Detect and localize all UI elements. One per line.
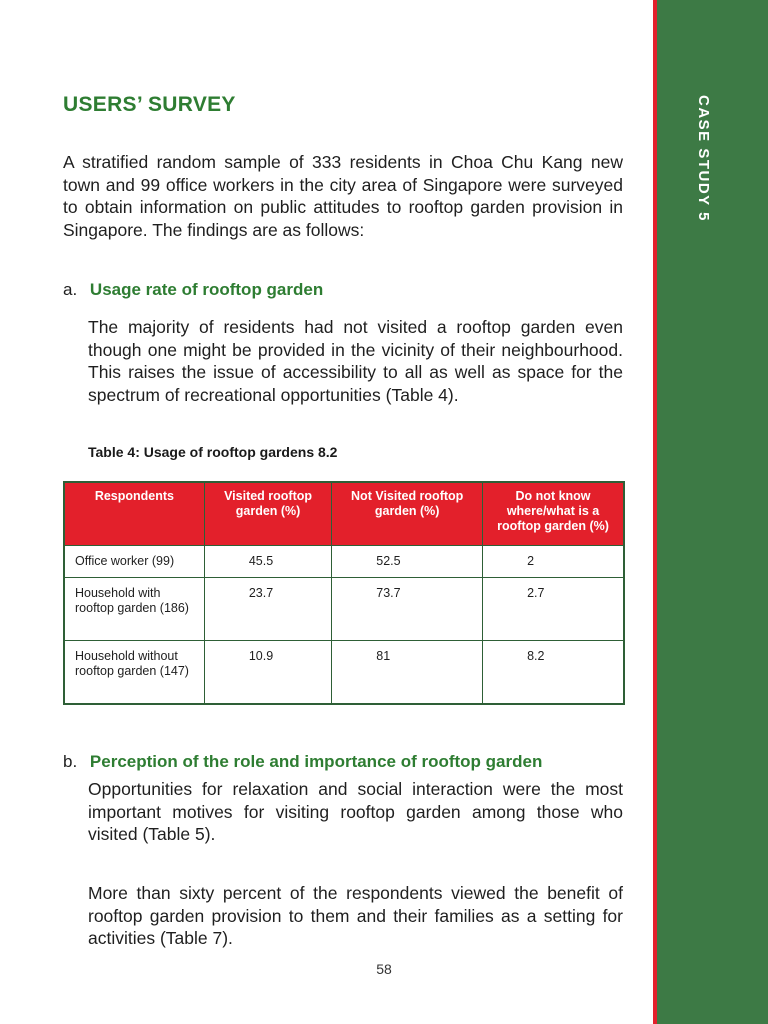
usage-table: [63, 481, 625, 705]
header-not-visited: Not Visited rooftop garden (%): [332, 482, 483, 546]
case-study-label: CASE STUDY 5: [695, 95, 712, 222]
header-respondents: Respondents: [64, 482, 204, 546]
section-b-paragraph-2: More than sixty percent of the respondents viewed the benefit of rooftop garden provision to them and their families as a setting for activities (Table 7).: [88, 883, 623, 948]
row-respondent: Household with rooftop garden (186): [64, 578, 204, 641]
table-row: [64, 578, 624, 641]
section-a-heading: Usage rate of rooftop garden: [89, 280, 324, 299]
page-number: 58: [376, 961, 392, 977]
section-a-header: [63, 279, 323, 301]
row-not-visited-value: 81: [332, 641, 483, 705]
header-visited: Visited rooftop garden (%): [204, 482, 331, 546]
section-b-header: [63, 751, 542, 773]
row-not-visited-value: 73.7: [332, 578, 483, 641]
page-title: USERS’ SURVEY: [63, 93, 236, 116]
table-row: [64, 641, 624, 705]
section-b-letter: b.: [63, 752, 78, 771]
intro-paragraph: A stratified random sample of 333 residents in Choa Chu Kang new town and 99 office workers in the city area of Singapore were surveyed to obtain information on public attitudes to rooftop garden provision in Singapore. The findings are as follows:: [63, 152, 623, 240]
row-do-not-know-value: 2.7: [483, 578, 624, 641]
section-b-heading: Perception of the role and importance of rooftop garden: [89, 752, 543, 771]
table-caption: Table 4: Usage of rooftop gardens 8.2: [88, 444, 338, 460]
row-respondent: Household without rooftop garden (147): [64, 641, 204, 705]
row-do-not-know-value: 8.2: [483, 641, 624, 705]
row-visited-value: 10.9: [204, 641, 331, 705]
section-a-letter: a.: [63, 280, 78, 299]
row-not-visited-value: 52.5: [332, 546, 483, 578]
table-row: [64, 546, 624, 578]
row-visited-value: 23.7: [204, 578, 331, 641]
row-visited-value: 45.5: [204, 546, 331, 578]
row-do-not-know-value: 2: [483, 546, 624, 578]
section-b-paragraph-1: Opportunities for relaxation and social interaction were the most important motives for visiting rooftop garden among those who visited (Table 5).: [88, 779, 623, 844]
table-header-row: [64, 482, 624, 546]
row-respondent: Office worker (99): [64, 546, 204, 578]
header-do-not-know: Do not know where/what is a rooftop garden (%): [483, 482, 624, 546]
section-a-paragraph: The majority of residents had not visited a rooftop garden even though one might be provided in the vicinity of their neighbourhood. This raises the issue of accessibility to all as well as space for the spectrum of recreational opportunities (Table 4).: [88, 317, 623, 405]
